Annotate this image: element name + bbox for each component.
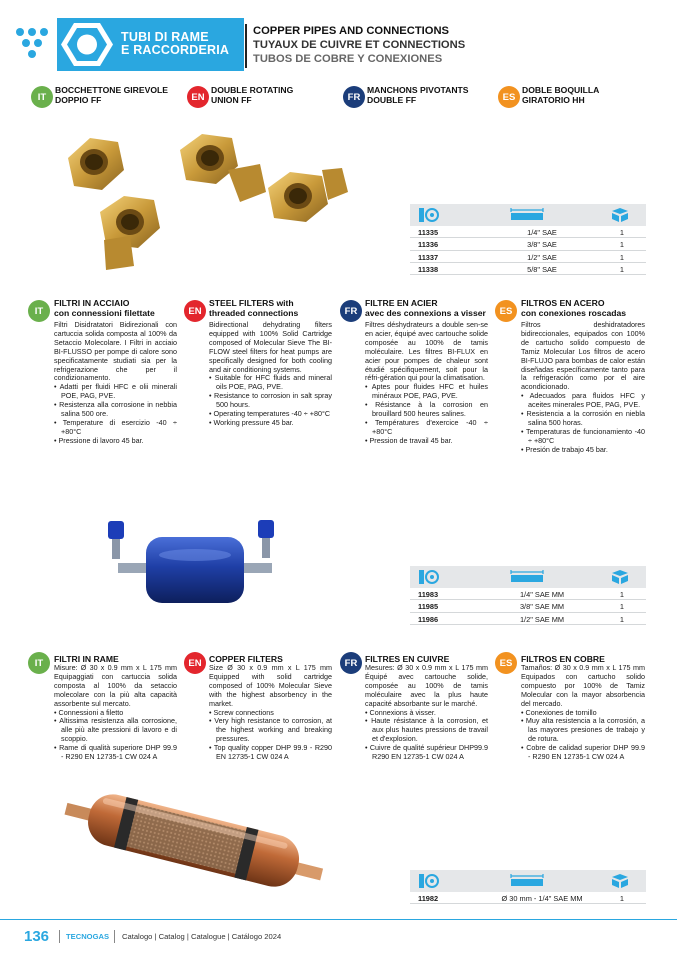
bullet-item: • Adecuados para fluidos HFC y aceites minerales POE, PAG, PVE. [521, 392, 645, 410]
description-intro: Size Ø 30 x 0.9 mm x L 175 mm Equipped with solid cartridge composed of 100% Molecular Sieve with the highest absorbency in the market. [209, 663, 332, 708]
product-code: 11982 [418, 894, 439, 903]
title-line: threaded connections [209, 307, 299, 318]
description-intro: Filtros deshidratadores bidireccionales, equipados con 100% de cartucho solido compuesto de Tamiz Molecular Los filtros de acero BI-FLUJO para bombas de calor están diseñadas específicamente tanto para la refrigeración como por el aire acondicionado. [521, 320, 645, 392]
bullet-item: • Screw connections [209, 709, 332, 718]
gauge-icon [418, 873, 440, 889]
product-size: 1/2" SAE [527, 252, 557, 262]
bullet-item: • Pression de travail 45 bar. [365, 437, 488, 446]
title-line: DOBLE BOQUILLA [522, 85, 600, 95]
bullet-item: • Top quality copper DHP 99.9 - R290 EN 12735-1 CW 024 A [209, 744, 332, 762]
bullet-item: • Rame di qualità superiore DHP 99.9 - R290 EN 12735-1 CW 024 A [54, 744, 177, 762]
product-title-en [211, 86, 293, 106]
product-title-en: COPPER FILTERS [209, 654, 283, 664]
product-code: 11337 [418, 252, 439, 262]
gauge-icon [418, 569, 440, 585]
product-title-es: FILTROS EN COBRE [521, 654, 605, 664]
catalog-label: Catalogo | Catalog | Catalogue | Catálogo 2024 [122, 932, 282, 941]
ruler-icon [510, 873, 544, 887]
bullet-item: • Pressione di lavoro 45 bar. [54, 437, 177, 446]
title-line: FILTRE EN ACIER [365, 298, 438, 308]
title-line: BOCCHETTONE GIREVOLE [55, 85, 169, 95]
bullet-item: • Cobre de calidad superior DHP 99.9 - R290 EN 12735-1 CW 024 A [521, 744, 645, 762]
spec-table-copper-filters [410, 870, 646, 904]
description-intro: Misure: Ø 30 x 0.9 mm x L 175 mm Equipaggiati con cartuccia solida composta al 100% da setaccio molecolare con la più alta capacità assorbente sul mercato. [54, 663, 177, 708]
lang-badge-es: ES [495, 300, 517, 322]
description-intro: Tamaños: Ø 30 x 0.9 mm x L 175 mm Equipados con cartucho solido compuesto por 100% de Tamiz Molecular con la mayor absorbencia del mercado. [521, 663, 645, 708]
product-size: 1/2" SAE MM [519, 614, 565, 624]
title-line: MANCHONS PIVOTANTS [367, 85, 469, 95]
hex-nut-icon [60, 21, 114, 68]
ruler-icon [510, 569, 544, 583]
product-title-it: FILTRI IN RAME [54, 654, 119, 664]
table-row [410, 251, 646, 263]
header-divider [245, 24, 247, 68]
header-subtitle-es: TUBOS DE COBRE Y CONEXIONES [253, 53, 443, 65]
product-qty: 1 [619, 228, 624, 237]
description-en [209, 664, 332, 762]
title-line: DOUBLE FF [367, 94, 417, 105]
table-row [410, 238, 646, 250]
title-line: avec des connexions a visser [365, 307, 486, 318]
product-title-it [55, 86, 168, 106]
bullet-item: • Resistance to corrosion in salt spray 500 hours. [209, 392, 332, 410]
bullet-item: • Operating temperatures -40 ÷ +80°C [209, 410, 332, 419]
bullet-item: • Connessioni a filetto [54, 709, 177, 718]
table-header [410, 204, 646, 226]
lang-badge-en: EN [184, 300, 206, 322]
product-title-fr [367, 86, 469, 106]
lang-badge-fr: FR [340, 652, 362, 674]
header-subtitle-fr: TUYAUX DE CUIVRE ET CONNECTIONS [253, 39, 466, 51]
brand-logo: TECNOGAS [66, 932, 110, 941]
product-code: 11335 [418, 228, 439, 237]
title-line: STEEL FILTERS with [209, 298, 294, 308]
product-qty: 1 [619, 590, 624, 599]
table-row [410, 588, 646, 600]
description-fr [365, 664, 488, 762]
page-title [121, 31, 229, 57]
product-code: 11983 [418, 590, 439, 599]
description-it [54, 321, 177, 446]
product-title-es [522, 86, 599, 106]
product-size: 1/4" SAE [527, 228, 557, 237]
spec-table-steel-filters [410, 566, 646, 625]
page-title-line2: E RACCORDERIA [121, 43, 230, 57]
title-line: DOPPIO FF [55, 94, 102, 105]
bullet-item: • Adatti per fluidi HFC e olii minerali POE, PAG, PVE. [54, 383, 177, 401]
bullet-item: • Haute résistance à la corrosion, et aux plus hautes pressions de travail et d'explosion. [365, 717, 488, 744]
footer-divider [0, 919, 677, 920]
product-code: 11338 [418, 264, 439, 274]
bullet-item: • Muy alta resistencia a la corrosión, a las mayores presiones de trabajo y de rotura. [521, 717, 645, 744]
bullet-item: • Aptes pour fluides HFC et huiles minéraux POE, PAG, PVE. [365, 383, 488, 401]
description-es [521, 321, 645, 455]
product-title-es [521, 299, 626, 319]
bullet-item: • Very high resistance to corrosion, at the highest working and breaking pressures. [209, 717, 332, 744]
product-qty: 1 [619, 614, 624, 624]
bullet-item: • Resistenza alla corrosione in nebbia salina 500 ore. [54, 401, 177, 419]
title-line: DOUBLE ROTATING [211, 85, 294, 95]
spec-table-unions [410, 204, 646, 275]
lang-badge-it: IT [31, 86, 53, 108]
product-code: 11985 [418, 602, 439, 612]
product-qty: 1 [619, 252, 624, 262]
bullet-item: • Working pressure 45 bar. [209, 419, 332, 428]
steel-filter-image [100, 515, 290, 615]
table-body [410, 892, 646, 904]
table-body [410, 226, 646, 275]
product-size: Ø 30 mm - 1/4" SAE MM [501, 894, 583, 903]
bullet-item: • Temperaturas de funcionamiento -40 ÷ +80°C [521, 428, 645, 446]
product-code: 11336 [418, 240, 439, 250]
title-line: GIRATORIO HH [522, 94, 585, 105]
title-line: UNION FF [211, 94, 252, 105]
lang-badge-it: IT [28, 652, 50, 674]
product-qty: 1 [619, 240, 624, 250]
description-en [209, 321, 332, 428]
lang-badge-fr: FR [340, 300, 362, 322]
lang-badge-en: EN [187, 86, 209, 108]
description-intro: Filtri Disidratatori Bidirezionali con cartuccia solida composta al 100% da Setaccio Molecolare. I Filtri in acciaio BI-FLUSSO per pompe di calore sono specificatamente studiati sia per la refrigerazione che per il condizionamento. [54, 320, 177, 383]
table-row [410, 263, 646, 275]
product-title-en [209, 299, 298, 319]
footer-separator [59, 930, 60, 943]
gauge-icon [418, 207, 440, 223]
title-line: FILTROS EN ACERO [521, 298, 605, 308]
brand-dots-icon [16, 25, 50, 65]
page-number: 136 [24, 928, 50, 945]
lang-badge-en: EN [184, 652, 206, 674]
bullet-item: • Suitable for HFC fluids and mineral oils POE, PAG, PVE. [209, 374, 332, 392]
table-header [410, 566, 646, 588]
lang-badge-es: ES [495, 652, 517, 674]
bullet-item: • Cuivre de qualité supérieur DHP99.9 R290 EN 12735-1 CW 024 A [365, 744, 488, 762]
product-qty: 1 [619, 894, 624, 903]
product-title-fr: FILTRES EN CUIVRE [365, 654, 450, 664]
product-size: 3/8" SAE MM [519, 602, 565, 612]
bullet-item: • Altissima resistenza alla corrosione, alle più alte pressioni di lavoro e di scoppio. [54, 717, 177, 744]
lang-badge-it: IT [28, 300, 50, 322]
bullet-item: • Températures d'exercice -40 ÷ +80°C [365, 419, 488, 437]
package-icon [609, 873, 631, 889]
bullet-item: • Conexiones de tornillo [521, 709, 645, 718]
page-title-line1: TUBI DI RAME [121, 30, 209, 44]
ruler-icon [510, 207, 544, 221]
title-line: con conexiones roscadas [521, 307, 627, 318]
title-line: FILTRI IN ACCIAIO [54, 298, 130, 308]
description-intro: Bidirectional dehydrating filters equipped with 100% Solid Cartridge composed of Molecular Sieve The BI-FLOW steel filters for heat pumps are specifically designed for both cooling and air conditioning systems. [209, 320, 332, 374]
package-icon [609, 207, 631, 223]
description-es [521, 664, 645, 762]
footer-separator [114, 930, 115, 943]
product-size: 3/8" SAE [527, 240, 557, 250]
package-icon [609, 569, 631, 585]
product-qty: 1 [619, 264, 624, 274]
header-subtitle-en: COPPER PIPES AND CONNECTIONS [253, 25, 450, 37]
description-intro: Filtres déshydrateurs a double sen-se en acier, équipé avec cartouche solide composée au 100% de tamis moléculaire. Les filtres BI-FLUX en acier pour pompes de chaleur sont étudié spécifiquement, soit pour la réfri-gération qui pour la climatisation. [365, 320, 488, 383]
brass-unions-image [60, 130, 360, 280]
table-row [410, 226, 646, 238]
table-row [410, 600, 646, 612]
table-body [410, 588, 646, 625]
product-title-it [54, 299, 155, 319]
bullet-item: • Résistance à la corrosion en brouillard 500 heures salines. [365, 401, 488, 419]
bullet-item: • Temperature di esercizio -40 ÷ +80°C [54, 419, 177, 437]
bullet-item: • Presión de trabajo 45 bar. [521, 446, 645, 455]
title-line: con connessioni filettate [54, 307, 155, 318]
table-row [410, 892, 646, 904]
description-intro: Mesures: Ø 30 x 0.9 mm x L 175 mm Équipé avec cartouche solide, composée au 100% de tamis moléculaire avec la plus haute capacité absorbante sur le marché. [365, 663, 488, 708]
product-size: 1/4" SAE MM [519, 590, 565, 599]
description-fr [365, 321, 488, 446]
bullet-item: • Resistencia a la corrosión en niebla salina 500 horas. [521, 410, 645, 428]
description-it [54, 664, 177, 762]
lang-badge-es: ES [498, 86, 520, 108]
table-row [410, 613, 646, 625]
table-header [410, 870, 646, 892]
product-code: 11986 [418, 614, 439, 624]
product-title-fr [365, 299, 486, 319]
product-qty: 1 [619, 602, 624, 612]
bullet-item: • Connexions à visser. [365, 709, 488, 718]
copper-filter-image [55, 785, 335, 910]
lang-badge-fr: FR [343, 86, 365, 108]
product-size: 5/8" SAE [527, 264, 557, 274]
